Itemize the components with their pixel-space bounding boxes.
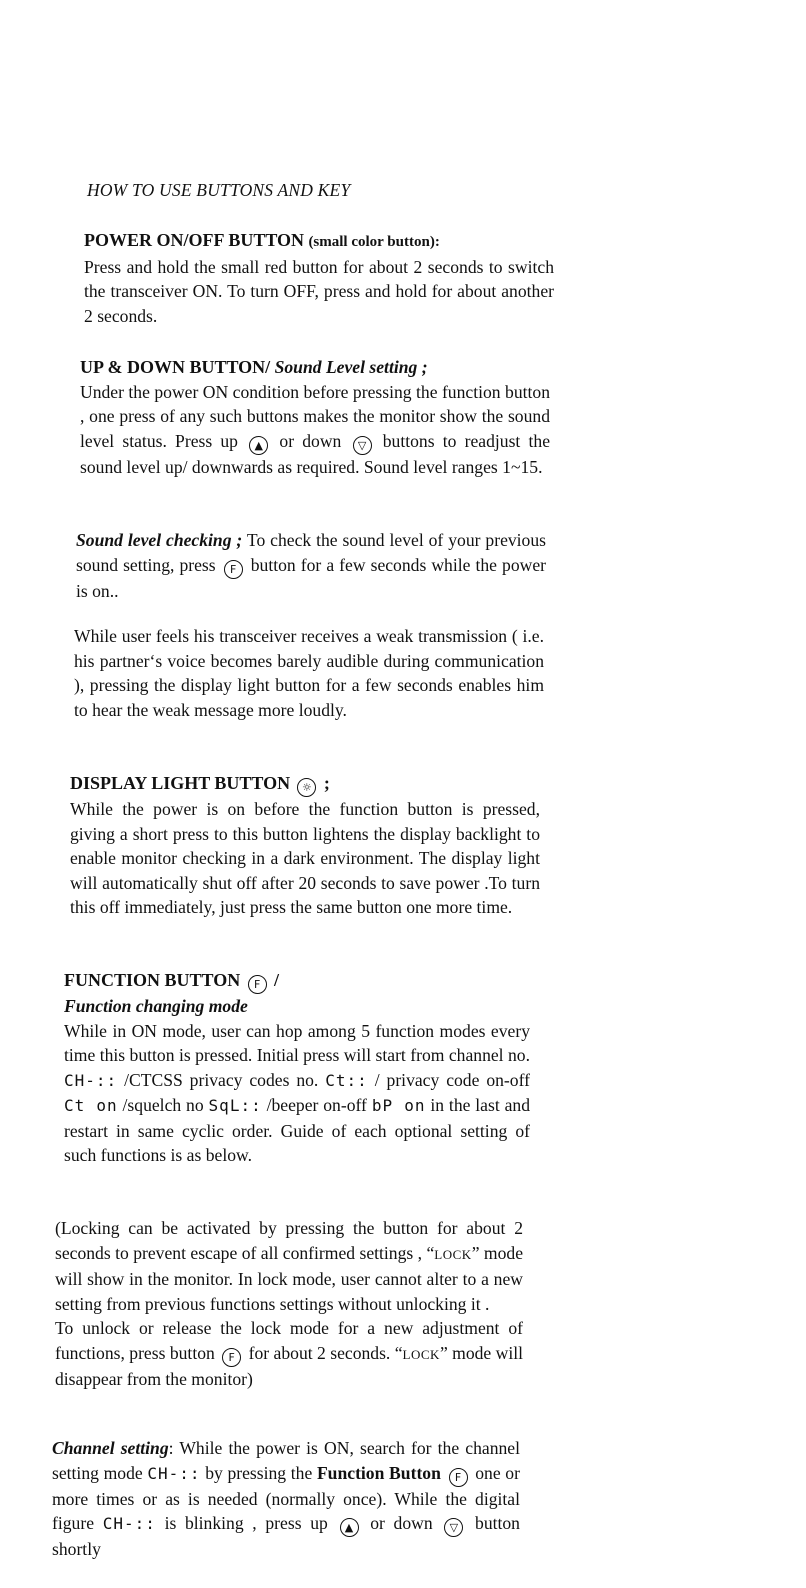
up-arrow-icon: ▲ <box>249 436 268 455</box>
channel-text-4: is blinking , press up <box>164 1513 328 1533</box>
power-section <box>84 228 554 328</box>
channel-text-6: button shortly <box>52 1513 520 1559</box>
ct-on-display-glyph: Ct on <box>64 1096 118 1115</box>
lock-text-2b: for about 2 seconds. “ <box>248 1342 403 1363</box>
function-text <box>64 1019 530 1168</box>
function-button-icon: F <box>224 560 243 579</box>
lock-text-1b: ” mode will show in the monitor. In lock mode, user cannot alter to a new setting from previous functions settings without unlocking it . <box>55 1242 524 1314</box>
function-heading-text: FUNCTION BUTTON <box>64 970 241 990</box>
function-text-1: While in ON mode, user can hop among 5 function modes every time this button is pressed. Initial press will start from channel no. <box>64 1020 530 1065</box>
updown-heading <box>80 355 550 380</box>
ctcss-display-glyph: Ct:: <box>325 1070 368 1090</box>
channel-display-glyph: CH-:: <box>102 1514 156 1533</box>
updown-text-b: or down <box>279 430 342 451</box>
lock-section <box>55 1216 523 1392</box>
function-heading-tail: / <box>274 970 280 990</box>
function-button-icon: F <box>248 975 267 994</box>
squelch-display-glyph: SqL:: <box>208 1096 262 1115</box>
beeper-display-glyph: bP on <box>371 1096 426 1115</box>
channel-section <box>52 1436 520 1562</box>
function-button-icon: F <box>449 1468 468 1487</box>
updown-text <box>80 380 550 480</box>
function-text-3: / privacy code on-off <box>374 1069 530 1090</box>
function-button-icon: F <box>222 1348 241 1367</box>
channel-text-5: or down <box>370 1513 433 1533</box>
updown-text-c: buttons to readjust the sound level up/ downwards as required. Sound level ranges 1~15. <box>80 430 551 477</box>
function-text-4: /squelch no <box>122 1095 204 1115</box>
function-subheading: Function changing mode <box>64 996 248 1016</box>
lock-paragraph-2 <box>55 1316 523 1392</box>
lock-text-2c: ” mode will disappear from the monitor) <box>55 1342 524 1389</box>
function-text-6: in the last and restart in same cyclic order. Guide of each optional setting of such functions is as below. <box>64 1095 531 1165</box>
lock-word: LOCK <box>402 1346 440 1362</box>
display-light-heading <box>70 771 540 797</box>
sound-check-section <box>76 528 546 603</box>
weak-signal-section <box>74 624 544 722</box>
light-icon: ☼ <box>297 778 316 797</box>
sound-check-text-a: To check the sound level of your previous sound setting, press <box>76 530 546 575</box>
channel-text-3: one or more times or as is needed (normally once). While the digital figure <box>52 1462 520 1533</box>
lock-text-1a: (Locking can be activated by pressing the button for about 2 seconds to prevent escape of all confirmed settings , “ <box>55 1218 523 1263</box>
display-light-heading-text: DISPLAY LIGHT BUTTON <box>70 773 291 793</box>
power-heading <box>84 228 554 255</box>
function-button-label: Function Button <box>316 1462 441 1483</box>
down-arrow-icon: ▽ <box>444 1518 463 1537</box>
channel-display-glyph: CH-:: <box>147 1463 201 1483</box>
sound-check-text-b: button for a few seconds while the power is on.. <box>76 554 546 601</box>
lock-word: LOCK <box>434 1246 472 1262</box>
updown-heading-text: UP & DOWN BUTTON/ <box>80 357 271 377</box>
power-text: Press and hold the small red button for about 2 seconds to switch the transceiver ON. To turn OFF, press and hold for about another 2 seconds. <box>84 256 554 326</box>
weak-signal-text: While user feels his transceiver receives a weak transmission ( i.e. his partner‘s voice becomes barely audible during communication ), pressing the display light button for a few seconds enables him to hear the weak message more loudly. <box>74 626 544 720</box>
function-text-5: /beeper on-off <box>266 1095 367 1115</box>
channel-setting-label: Channel setting <box>52 1438 169 1458</box>
up-arrow-icon: ▲ <box>340 1518 359 1537</box>
sound-check-label: Sound level checking ; <box>76 530 243 550</box>
function-text-2: /CTCSS privacy codes no. <box>124 1069 319 1090</box>
function-section <box>64 968 530 1168</box>
display-light-text: While the power is on before the function button is pressed, giving a short press to this button lightens the display backlight to enable monitor checking in a dark environment. The display light will automatically shut off after 20 seconds to save power .To turn this off immediately, just press the same button one more time. <box>70 799 540 917</box>
power-heading-note: (small color button): <box>308 234 440 250</box>
updown-section <box>80 355 550 479</box>
power-heading-text: POWER ON/OFF BUTTON <box>84 230 305 250</box>
down-arrow-icon: ▽ <box>353 436 372 455</box>
display-light-heading-tail: ; <box>323 773 330 793</box>
updown-heading-sub: Sound Level setting ; <box>274 357 428 377</box>
lock-text-2a: To unlock or release the lock mode for a new adjustment of functions, press button <box>55 1318 523 1363</box>
page-title: HOW TO USE BUTTONS AND KEY <box>87 180 351 200</box>
channel-text-2: by pressing the <box>205 1462 313 1483</box>
channel-text-1: : While the power is ON, search for the channel setting mode <box>52 1438 520 1483</box>
updown-text-a: Under the power ON condition before pressing the function button , one press of any such buttons makes the monitor show the sound level status. Press up <box>80 381 550 451</box>
function-heading <box>64 968 530 994</box>
display-light-section <box>70 771 540 920</box>
lock-paragraph-1 <box>55 1216 523 1316</box>
channel-display-glyph: CH-:: <box>64 1070 118 1090</box>
